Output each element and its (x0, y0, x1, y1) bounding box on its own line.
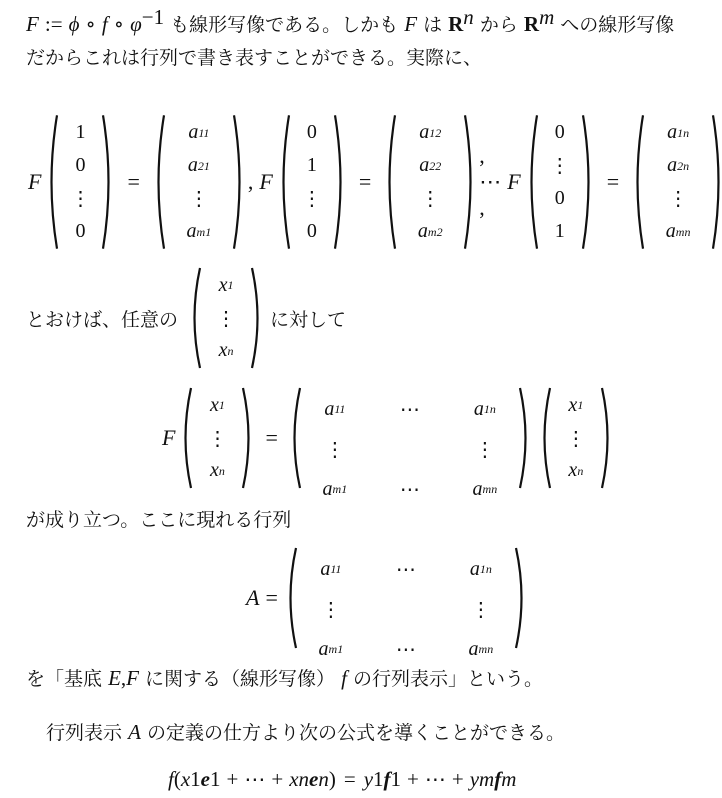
col1-entry-1: 0 (75, 154, 86, 176)
eq2-equals: = (265, 425, 278, 450)
eq1-F-2: F (259, 169, 273, 194)
res1-entry-3: a m1 (186, 220, 212, 242)
exp-m: m (539, 5, 555, 29)
x-entry-1: ⋮ (207, 427, 228, 450)
R-symbol: R (448, 12, 464, 36)
formula-plus-3: + (407, 766, 419, 791)
formula-equals: = (343, 766, 356, 791)
map-f: f (341, 666, 347, 690)
text-nitaishite: に対して (270, 308, 347, 331)
x-entry-2: x n (568, 459, 584, 482)
res2-entry-1: a 22 (419, 154, 442, 176)
eq2-F: F (162, 425, 176, 450)
x-entry-0: x 1 (210, 393, 225, 416)
col3-entry-2: 0 (554, 187, 565, 209)
a-entry-1-2: ⋮ (470, 598, 491, 621)
text-tookeba: とおけば、任意の (26, 308, 179, 331)
col3-entry-1: ⋮ (549, 155, 570, 177)
formula-plus-4: + (451, 766, 464, 791)
matrix-A-ref: A (128, 720, 141, 744)
matrix-A-in-eq2 (288, 387, 532, 501)
res2-entry-2: ⋮ (420, 188, 441, 210)
phi-symbol: ϕ (68, 12, 80, 36)
formula-f: f (168, 766, 174, 791)
x-entry-2: x n (210, 459, 225, 482)
x-vector-rhs (538, 387, 614, 489)
formula-fm: f (494, 766, 502, 791)
eq3-A: A (246, 585, 260, 610)
eq3-equals: = (265, 585, 278, 610)
x-entry-0: x 1 (568, 393, 584, 416)
text-kansuru: に関する（線形写像） (145, 668, 336, 690)
text-kara: から (479, 14, 518, 36)
compose-symbol: ∘ (85, 12, 96, 36)
col2-entry-3: 0 (306, 220, 317, 242)
eq1-equals-2: = (358, 169, 372, 194)
varphi-symbol: φ (130, 12, 142, 36)
basis-F: F (126, 666, 139, 690)
col1-entry-0: 1 (75, 121, 86, 143)
eq1-equals-3: = (606, 169, 620, 194)
text-teigi: の定義の仕方より次の公式を導くことができる。 (146, 722, 565, 744)
a-entry-2-2: a mn (472, 477, 498, 500)
col1-entry-3: 0 (75, 220, 86, 242)
f-symbol: f (101, 12, 108, 36)
inverse-exponent: −1 (141, 5, 165, 29)
exp-n: n (463, 5, 474, 29)
paragraph-line-2: だからこれは行列で書き表すことができる。実際に、 (26, 47, 483, 69)
formula-en: e (309, 766, 319, 791)
x-entry-2: x n (218, 339, 234, 362)
formula-close: ) (328, 766, 336, 791)
basis-vector-n (525, 114, 595, 250)
eq1-equals-1: = (127, 169, 140, 194)
x-vector (188, 267, 264, 369)
a-entry-0-1: ⋯ (399, 398, 420, 421)
text-linear-map-2: への線形写像 (560, 14, 675, 36)
text-gyoretsu-hyoji: の行列表示」という。 (352, 668, 543, 690)
paragraph-line-1 (26, 5, 675, 39)
a-entry-1-2: ⋮ (474, 438, 495, 461)
paragraph-arbitrary-vector (26, 266, 346, 370)
formula-cdots-1: ⋯ (244, 766, 266, 791)
x-entry-0: x 1 (218, 273, 234, 296)
eq1-F-1: F (28, 169, 42, 194)
a-entry-1-0: ⋮ (320, 598, 341, 621)
a-entry-0-0: a 11 (320, 557, 342, 580)
assign-symbol: := (44, 12, 63, 36)
paragraph-formula-intro (46, 718, 565, 747)
text-kitei: を「基底 (26, 668, 103, 690)
matrix-A (284, 547, 528, 661)
res1-entry-0: a 11 (188, 121, 210, 143)
eq1-F-3: F (507, 169, 521, 194)
a-entry-2-1: ⋯ (399, 478, 420, 501)
x-entry-1: ⋮ (565, 427, 586, 450)
formula-cdots-2: ⋯ (424, 766, 446, 791)
res3-entry-3: a mn (665, 220, 691, 242)
formula-y1: y (363, 766, 374, 791)
col3-entry-0: 0 (554, 121, 565, 143)
basis-comma: , (120, 666, 127, 690)
formula-open: ( (173, 766, 181, 791)
formula-xn: x (289, 766, 299, 791)
text-wa: は (423, 14, 443, 36)
a-entry-1-0: ⋮ (324, 438, 345, 461)
col2-entry-1: 1 (306, 154, 317, 176)
formula-ym: y (469, 766, 480, 791)
map-F: F (26, 12, 39, 36)
formula-plus-1: + (226, 766, 239, 791)
equation-matrix-form (158, 386, 614, 501)
res3-entry-1: a 2n (667, 154, 690, 176)
text-linear-map: も線形写像である。しかも (170, 14, 399, 36)
col3-entry-3: 1 (554, 220, 565, 242)
res1-entry-1: a 21 (187, 154, 210, 176)
map-F-2: F (404, 12, 418, 36)
x-entry-1: ⋮ (216, 307, 237, 330)
a-entry-0-1: ⋯ (395, 558, 416, 581)
basis-vector-1 (45, 114, 115, 250)
formula-plus-2: + (271, 766, 284, 791)
equation-basis-images (24, 112, 722, 252)
formula-x1: x (180, 766, 191, 791)
res1-entry-2: ⋮ (188, 188, 209, 210)
basis-vector-2 (277, 114, 347, 250)
R-symbol-2: R (523, 12, 540, 36)
res3-entry-0: a 1n (667, 121, 690, 143)
eq1-comma: , (247, 169, 254, 194)
compose-symbol-2: ∘ (113, 12, 125, 36)
a-entry-2-0: a m1 (318, 637, 344, 660)
text-gyoretsu: 行列表示 (46, 722, 123, 744)
col2-entry-2: ⋮ (301, 188, 322, 210)
equation-matrix-A (242, 546, 528, 661)
formula-linear-combination: f ( x 1 e 1 + ⋯ + x n e n ) = y 1 f 1 + ⋯ + y m f m (168, 766, 517, 791)
formula-e1: e (200, 766, 210, 791)
col2-entry-0: 0 (306, 121, 317, 143)
formula-f1: f (383, 766, 391, 791)
a-entry-2-0: a m1 (322, 477, 348, 500)
a-entry-0-2: a 1n (473, 397, 496, 420)
res3-entry-2: ⋮ (668, 188, 689, 210)
paragraph-definition (26, 664, 543, 693)
a-entry-0-2: a 1n (469, 557, 492, 580)
paragraph-matrix-appears: が成り立つ。ここに現れる行列 (26, 509, 292, 531)
image-column-n (631, 114, 722, 250)
eq1-cdots: , ⋯ , (479, 143, 502, 220)
col1-entry-2: ⋮ (70, 188, 91, 210)
image-column-2 (383, 114, 477, 250)
a-entry-0-0: a 11 (324, 397, 346, 420)
res2-entry-3: a m2 (417, 220, 443, 242)
a-entry-2-2: a mn (468, 637, 494, 660)
x-vector-lhs (179, 387, 255, 489)
image-column-1 (152, 114, 246, 250)
basis-E: E (108, 666, 121, 690)
a-entry-2-1: ⋯ (395, 638, 416, 661)
res2-entry-0: a 12 (419, 121, 442, 143)
